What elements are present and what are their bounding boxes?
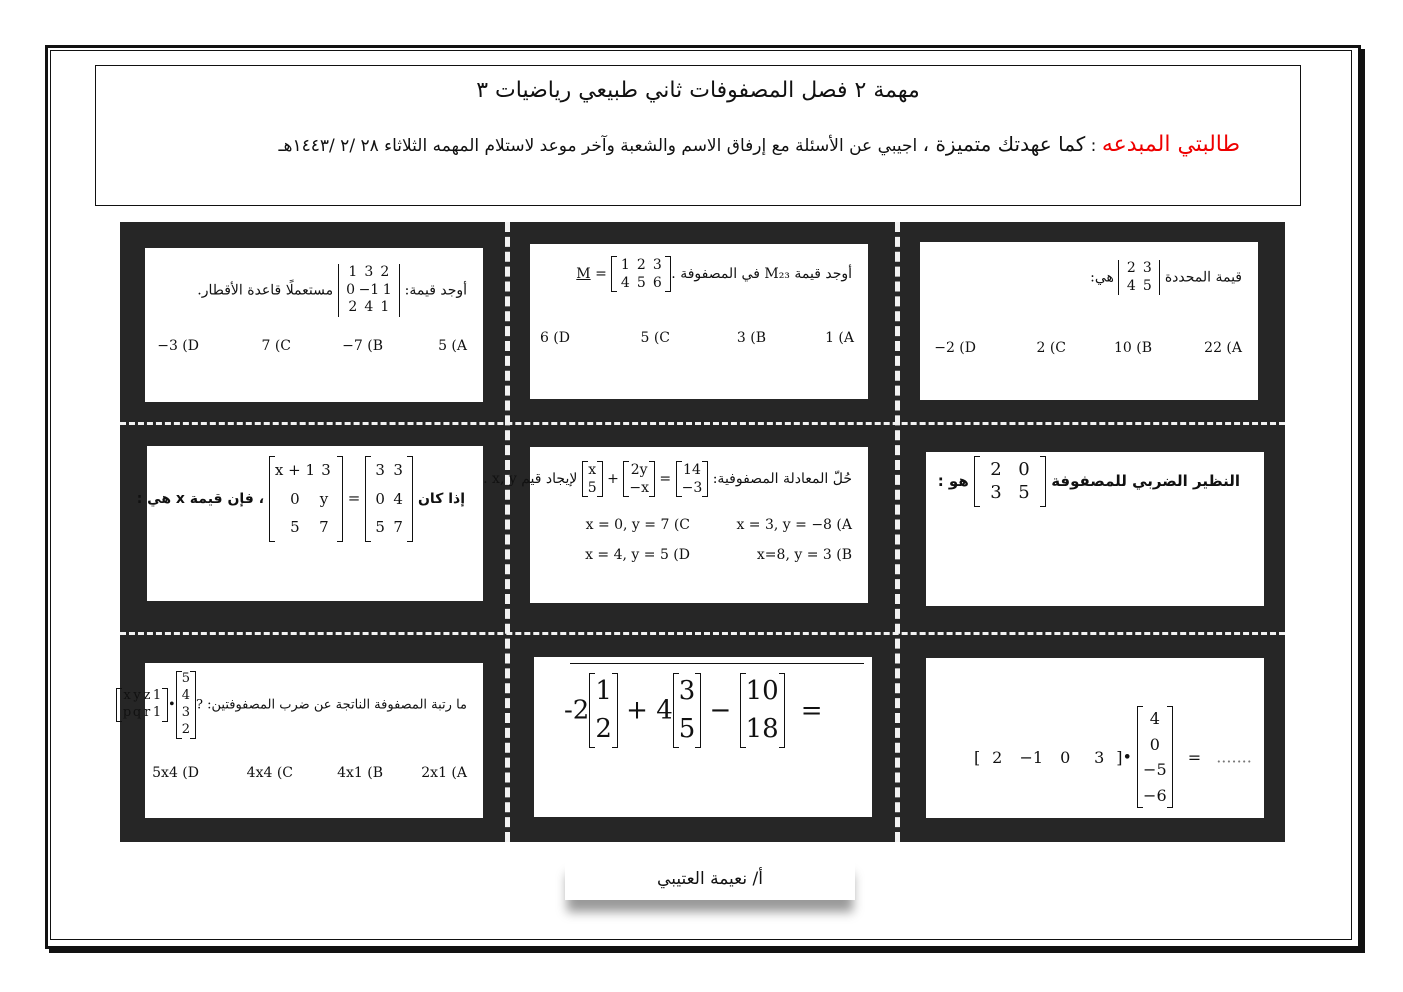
- option-a[interactable]: 5 (A: [438, 338, 467, 354]
- option-d[interactable]: −2 (D: [934, 340, 976, 356]
- card-product-order: [122, 663, 483, 818]
- road-dash-h2: [120, 632, 1285, 635]
- determinant: [1118, 260, 1160, 295]
- cell: 3: [321, 461, 331, 479]
- question-text: حُلّ المعادلة المصفوفية:: [712, 471, 852, 488]
- question: [137, 456, 465, 542]
- cell: 2: [636, 257, 646, 273]
- option-d[interactable]: 6 (D: [539, 330, 570, 346]
- product-expression: x y z 1 p q r 1 • 5 4 3 2 ?: [116, 671, 203, 739]
- cell: 5: [587, 480, 597, 497]
- question: [576, 256, 852, 292]
- cell: x: [123, 687, 131, 703]
- cell: 6: [652, 275, 662, 292]
- equals-sign: =: [800, 695, 823, 726]
- cell: 3: [652, 257, 662, 273]
- cell: x + 1: [274, 461, 315, 479]
- cell: 14: [683, 462, 701, 478]
- matrix: [611, 256, 671, 292]
- cell: 3: [364, 264, 374, 280]
- cell: 2: [181, 721, 190, 737]
- question: [938, 456, 1240, 507]
- matrix: [974, 456, 1046, 507]
- cell: −1: [1019, 747, 1044, 767]
- answer-blank[interactable]: .......: [1216, 747, 1252, 767]
- cell: 3: [1142, 260, 1152, 276]
- cell: 2: [595, 713, 612, 744]
- cell: 3: [393, 461, 403, 479]
- cell: 2: [990, 459, 1002, 480]
- cell: 2: [380, 264, 390, 280]
- equation: x + 1 3 0 y 5 7 = 3 3 0 4 5 7: [269, 456, 413, 542]
- question: [483, 461, 852, 497]
- option-c[interactable]: 4x4 (C: [246, 765, 293, 781]
- cell: q: [132, 704, 142, 720]
- cell: 1: [620, 257, 630, 273]
- card-determinant-3x3: [145, 248, 483, 402]
- vector-1: [589, 673, 618, 748]
- option-b[interactable]: 4x1 (B: [337, 765, 383, 781]
- page-title: مهمة ٢ فصل المصفوفات ثاني طبيعي رياضيات ٣: [476, 78, 920, 103]
- cell: −1: [358, 281, 380, 298]
- cell: 18: [745, 713, 779, 744]
- expression: -2 1 2 + 4 3 5 − 10 18 =: [564, 673, 823, 748]
- cell: 5: [375, 518, 385, 536]
- matrix-left: [116, 688, 168, 722]
- card-vector-combination: [534, 657, 872, 817]
- matrix-right: [676, 461, 709, 497]
- vector-2: [673, 673, 702, 748]
- question-suffix: لإيجاد قيم x, y .: [483, 471, 578, 488]
- cell: 1: [348, 264, 358, 280]
- option-c[interactable]: 5 (C: [640, 330, 670, 346]
- cell: −5: [1143, 760, 1167, 780]
- cell: 0: [1060, 747, 1071, 767]
- cell: 5: [290, 518, 300, 536]
- option-d[interactable]: 5x4 (D: [152, 765, 199, 781]
- cell: p: [122, 704, 132, 720]
- cell: 5: [181, 671, 190, 686]
- cell: 3: [1094, 747, 1105, 767]
- question-suffix: هي:: [1090, 269, 1114, 286]
- matrix-name: M: [576, 266, 591, 283]
- matrix-expression: M = 1 2 3 4 5 6 .: [576, 257, 676, 292]
- option-a[interactable]: x = 3, y = −8 (A: [736, 517, 852, 533]
- cell: 2: [992, 747, 1003, 767]
- greeting: طالبتي المبدعه: [1101, 132, 1240, 157]
- cell: 5: [678, 713, 696, 744]
- determinant: [338, 264, 401, 317]
- matrix-left: [269, 456, 343, 542]
- column-vector: [1137, 706, 1173, 808]
- matrix-right: [365, 456, 413, 542]
- cell: 1: [152, 687, 162, 703]
- cell: 4: [393, 489, 403, 508]
- cell: 0: [290, 489, 300, 508]
- option-b[interactable]: −7 (B: [342, 338, 383, 354]
- vector-3: [740, 673, 785, 748]
- cell: 2y: [630, 462, 648, 478]
- cell: 3: [181, 704, 190, 720]
- cell: 2: [1126, 260, 1136, 276]
- option-a[interactable]: 22 (A: [1204, 340, 1242, 356]
- road-dash-h1: [120, 422, 1285, 425]
- cell: 10: [745, 676, 779, 706]
- card-inverse: [926, 452, 1264, 606]
- instructions: اجيبي عن الأسئلة مع إرفاق الاسم والشعبة وآخر موعد لاستلام المهمه الثلاثاء ٢٨ /٢ /١٤٤٣هـ: [278, 136, 923, 156]
- road-dash-v1: [505, 222, 510, 842]
- cell: 0: [375, 489, 385, 508]
- cell: 1: [382, 281, 392, 298]
- cell: x: [588, 462, 597, 478]
- cell: 4: [1126, 277, 1136, 294]
- praise: كما عهدتك متميزة ،: [922, 132, 1086, 156]
- row-vector: [ 2 −1 0 3 ]: [974, 747, 1123, 767]
- option-b[interactable]: 3 (B: [736, 330, 766, 346]
- cell: y: [133, 687, 141, 703]
- matrix-right: [176, 671, 196, 739]
- equation: x 5 + 2y −x = 14 −3: [582, 461, 708, 497]
- header-box: [95, 65, 1301, 206]
- cell: 1: [152, 704, 162, 720]
- cell: 7: [319, 518, 329, 536]
- option-d[interactable]: x = 4, y = 5 (D: [585, 547, 690, 563]
- cell: 1: [595, 676, 612, 706]
- coefficient: 4: [656, 695, 673, 726]
- cell: 3: [990, 482, 1002, 504]
- option-a[interactable]: 2x1 (A: [421, 765, 467, 781]
- question-suffix: مستعملًا قاعدة الأقطار.: [197, 282, 334, 299]
- cell: −x: [629, 480, 649, 497]
- option-a[interactable]: 1 (A: [825, 330, 854, 346]
- card-matrix-equality: [136, 446, 483, 601]
- matrix-left: [582, 461, 603, 497]
- cell: 2: [348, 299, 358, 315]
- coefficient: -2: [564, 695, 590, 726]
- question-suffix: ، فإن قيمة x هي :: [136, 490, 265, 507]
- question-text: أوجد قيمة M₂₃ في المصفوفة: [680, 266, 852, 283]
- question-suffix: هو :: [937, 471, 969, 490]
- option-b[interactable]: x=8, y = 3 (B: [756, 547, 852, 563]
- question-text: قيمة المحددة: [1164, 269, 1242, 286]
- option-d[interactable]: −3 (D: [157, 338, 199, 354]
- question: [197, 264, 467, 317]
- cell: 4: [364, 299, 374, 315]
- cell: 0: [1018, 459, 1030, 480]
- cell: r: [143, 704, 151, 720]
- cell: 4: [1149, 709, 1160, 728]
- cell: 5: [1142, 277, 1152, 294]
- cell: y: [319, 489, 329, 508]
- matrix-middle: [623, 461, 655, 497]
- top-rule: [570, 663, 864, 664]
- cell: 5: [1018, 482, 1030, 504]
- cell: 4: [620, 275, 630, 292]
- question: [1090, 260, 1242, 295]
- card-vector-product: [926, 658, 1264, 818]
- question-text: النظير الضربي للمصفوفة: [1051, 471, 1240, 490]
- equals-sign: =: [1187, 747, 1202, 767]
- expression: [ 2 −1 0 3 ]• 4 0 −5 −6 = .......: [974, 706, 1252, 808]
- question-text: أوجد قيمة:: [404, 282, 467, 299]
- cell: 4: [181, 687, 190, 703]
- separator: :: [1085, 136, 1102, 156]
- option-c[interactable]: x = 0, y = 7 (C: [585, 517, 690, 533]
- teacher-name: أ/ نعيمة العتيبي: [565, 858, 855, 900]
- card-matrix-equation: [483, 447, 868, 603]
- cell: 5: [636, 275, 646, 292]
- cell: 7: [393, 518, 403, 536]
- option-c[interactable]: 7 (C: [261, 338, 291, 354]
- cell: −3: [681, 480, 703, 497]
- cell: 0: [1149, 734, 1160, 754]
- cell: −6: [1143, 785, 1167, 805]
- road-dash-v2: [895, 222, 900, 842]
- cell: 3: [678, 676, 696, 706]
- option-c[interactable]: 2 (C: [1036, 340, 1066, 356]
- card-minor: [530, 244, 868, 399]
- question-text: ما رتبة المصفوفة الناتجة عن ضرب المصفوفتين:: [207, 697, 467, 713]
- instructions-line: [156, 132, 1240, 157]
- question-text: إذا كان: [417, 490, 465, 507]
- question: [116, 671, 467, 739]
- cell: z: [143, 687, 151, 703]
- cell: 1: [380, 299, 390, 315]
- cell: 3: [375, 461, 385, 479]
- option-b[interactable]: 10 (B: [1113, 340, 1152, 356]
- card-determinant-2x2: [920, 242, 1258, 400]
- cell: 0: [346, 281, 356, 298]
